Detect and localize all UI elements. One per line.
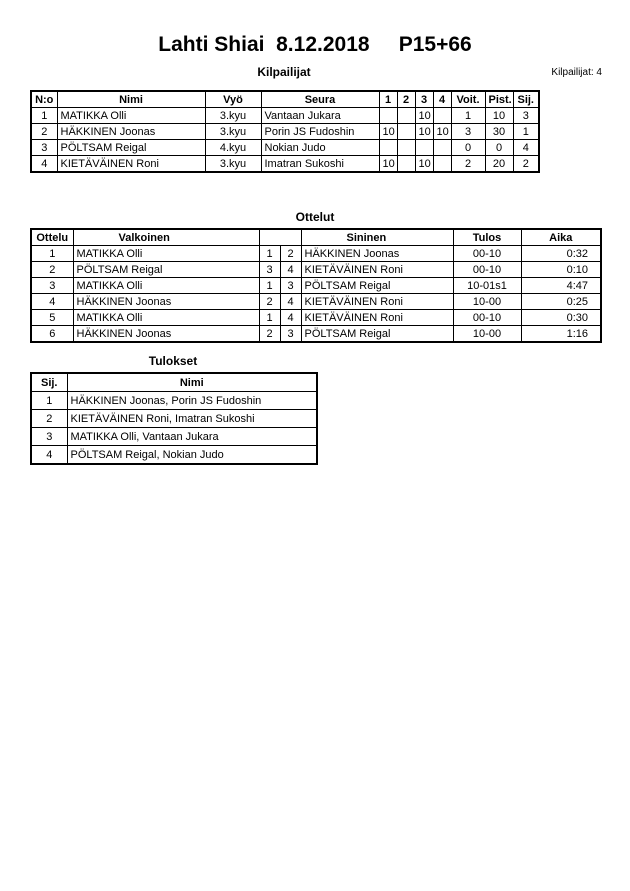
cell-round4 xyxy=(433,156,451,173)
cell-no: 2 xyxy=(31,124,57,140)
cell-seura: Nokian Judo xyxy=(261,140,379,156)
cell-nimi: PÖLTSAM Reigal xyxy=(57,140,205,156)
col-header-vyo: Vyö xyxy=(205,91,261,108)
cell-match-no: 6 xyxy=(31,326,73,343)
cell-round2 xyxy=(397,108,415,124)
cell-match-no: 3 xyxy=(31,278,73,294)
col-header-3: 3 xyxy=(415,91,433,108)
cell-white-no: 2 xyxy=(259,326,280,343)
cell-time: 0:32 xyxy=(521,246,601,262)
col-header-no: N:o xyxy=(31,91,57,108)
cell-nimi: MATIKKA Olli xyxy=(57,108,205,124)
cell-time: 1:16 xyxy=(521,326,601,343)
col-header-pist: Pist. xyxy=(485,91,513,108)
cell-round1: 10 xyxy=(379,156,397,173)
cell-blue-no: 4 xyxy=(280,294,301,310)
cell-time: 4:47 xyxy=(521,278,601,294)
col-header-sininen: Sininen xyxy=(301,229,453,246)
ottelut-header-row xyxy=(31,229,601,246)
cell-vyo: 3.kyu xyxy=(205,108,261,124)
col-header-aika: Aika xyxy=(521,229,601,246)
col-header-4: 4 xyxy=(433,91,451,108)
cell-time: 0:25 xyxy=(521,294,601,310)
col-header-sij: Sij. xyxy=(513,91,539,108)
cell-seura: Imatran Sukoshi xyxy=(261,156,379,173)
cell-no: 4 xyxy=(31,156,57,173)
cell-pist: 20 xyxy=(485,156,513,173)
col-header-2: 2 xyxy=(397,91,415,108)
cell-result: 00-10 xyxy=(453,310,521,326)
cell-blue-name: KIETÄVÄINEN Roni xyxy=(301,294,453,310)
cell-voit: 1 xyxy=(451,108,485,124)
cell-white-name: HÄKKINEN Joonas xyxy=(73,294,259,310)
cell-nimi: KIETÄVÄINEN Roni xyxy=(57,156,205,173)
table-row xyxy=(31,246,601,262)
cell-white-name: MATIKKA Olli xyxy=(73,246,259,262)
col-header-1: 1 xyxy=(379,91,397,108)
cell-place: 3 xyxy=(31,428,67,446)
tulokset-header-row xyxy=(31,373,317,392)
cell-name-club: HÄKKINEN Joonas, Porin JS Fudoshin xyxy=(67,392,317,410)
cell-round4: 10 xyxy=(433,124,451,140)
cell-voit: 2 xyxy=(451,156,485,173)
table-row xyxy=(31,310,601,326)
table-row xyxy=(31,278,601,294)
cell-vyo: 3.kyu xyxy=(205,124,261,140)
table-row xyxy=(31,428,317,446)
col-header-sij: Sij. xyxy=(31,373,67,392)
cell-result: 10-01s1 xyxy=(453,278,521,294)
table-row xyxy=(31,156,539,173)
tulokset-table xyxy=(30,372,318,465)
cell-voit: 0 xyxy=(451,140,485,156)
cell-white-name: MATIKKA Olli xyxy=(73,310,259,326)
cell-place: 2 xyxy=(31,410,67,428)
col-header-tulos: Tulos xyxy=(453,229,521,246)
kilpailijat-heading: Kilpailijat xyxy=(257,65,311,79)
kilpailijat-header-row xyxy=(31,91,539,108)
col-header-ottelu: Ottelu xyxy=(31,229,73,246)
col-header-seura: Seura xyxy=(261,91,379,108)
cell-vyo: 4.kyu xyxy=(205,140,261,156)
table-row xyxy=(31,108,539,124)
cell-blue-no: 2 xyxy=(280,246,301,262)
cell-match-no: 4 xyxy=(31,294,73,310)
cell-name-club: PÖLTSAM Reigal, Nokian Judo xyxy=(67,446,317,465)
cell-round3: 10 xyxy=(415,108,433,124)
cell-white-no: 1 xyxy=(259,246,280,262)
cell-no: 1 xyxy=(31,108,57,124)
cell-time: 0:30 xyxy=(521,310,601,326)
cell-vyo: 3.kyu xyxy=(205,156,261,173)
cell-pist: 10 xyxy=(485,108,513,124)
col-header-nimi: Nimi xyxy=(57,91,205,108)
cell-match-no: 1 xyxy=(31,246,73,262)
cell-sij: 4 xyxy=(513,140,539,156)
cell-name-club: KIETÄVÄINEN Roni, Imatran Sukoshi xyxy=(67,410,317,428)
cell-match-no: 2 xyxy=(31,262,73,278)
cell-white-no: 3 xyxy=(259,262,280,278)
cell-sij: 1 xyxy=(513,124,539,140)
cell-round2 xyxy=(397,156,415,173)
cell-result: 10-00 xyxy=(453,294,521,310)
kilpailijat-table xyxy=(30,90,540,173)
cell-pist: 0 xyxy=(485,140,513,156)
ottelut-heading: Ottelut xyxy=(295,210,335,224)
col-header-pair-numbers xyxy=(259,229,301,246)
cell-round4 xyxy=(433,108,451,124)
cell-blue-no: 4 xyxy=(280,262,301,278)
cell-place: 4 xyxy=(31,446,67,465)
tulokset-heading: Tulokset xyxy=(148,354,198,368)
cell-round2 xyxy=(397,124,415,140)
cell-result: 10-00 xyxy=(453,326,521,343)
cell-round1: 10 xyxy=(379,124,397,140)
cell-white-name: HÄKKINEN Joonas xyxy=(73,326,259,343)
cell-round4 xyxy=(433,140,451,156)
cell-voit: 3 xyxy=(451,124,485,140)
table-row xyxy=(31,446,317,465)
cell-place: 1 xyxy=(31,392,67,410)
cell-white-no: 2 xyxy=(259,294,280,310)
ottelut-table xyxy=(30,228,602,343)
cell-blue-name: KIETÄVÄINEN Roni xyxy=(301,310,453,326)
cell-white-no: 1 xyxy=(259,310,280,326)
cell-round2 xyxy=(397,140,415,156)
cell-no: 3 xyxy=(31,140,57,156)
cell-white-no: 1 xyxy=(259,278,280,294)
cell-white-name: PÖLTSAM Reigal xyxy=(73,262,259,278)
cell-blue-name: HÄKKINEN Joonas xyxy=(301,246,453,262)
cell-result: 00-10 xyxy=(453,246,521,262)
table-row xyxy=(31,392,317,410)
table-row xyxy=(31,124,539,140)
cell-blue-name: KIETÄVÄINEN Roni xyxy=(301,262,453,278)
cell-round3: 10 xyxy=(415,156,433,173)
cell-blue-no: 3 xyxy=(280,278,301,294)
col-header-nimi: Nimi xyxy=(67,373,317,392)
table-row xyxy=(31,326,601,343)
cell-round1 xyxy=(379,108,397,124)
cell-blue-no: 3 xyxy=(280,326,301,343)
cell-sij: 2 xyxy=(513,156,539,173)
cell-time: 0:10 xyxy=(521,262,601,278)
cell-blue-no: 4 xyxy=(280,310,301,326)
cell-seura: Porin JS Fudoshin xyxy=(261,124,379,140)
col-header-voit: Voit. xyxy=(451,91,485,108)
cell-blue-name: PÖLTSAM Reigal xyxy=(301,278,453,294)
cell-name-club: MATIKKA Olli, Vantaan Jukara xyxy=(67,428,317,446)
cell-blue-name: PÖLTSAM Reigal xyxy=(301,326,453,343)
cell-round3 xyxy=(415,140,433,156)
table-row xyxy=(31,410,317,428)
table-row xyxy=(31,262,601,278)
table-row xyxy=(31,294,601,310)
col-header-valkoinen: Valkoinen xyxy=(73,229,259,246)
cell-pist: 30 xyxy=(485,124,513,140)
cell-sij: 3 xyxy=(513,108,539,124)
competitors-count: Kilpailijat: 4 xyxy=(551,67,602,78)
cell-seura: Vantaan Jukara xyxy=(261,108,379,124)
cell-white-name: MATIKKA Olli xyxy=(73,278,259,294)
page-title: Lahti Shiai 8.12.2018 P15+66 xyxy=(158,33,472,56)
cell-nimi: HÄKKINEN Joonas xyxy=(57,124,205,140)
table-row xyxy=(31,140,539,156)
cell-round3: 10 xyxy=(415,124,433,140)
cell-match-no: 5 xyxy=(31,310,73,326)
cell-result: 00-10 xyxy=(453,262,521,278)
cell-round1 xyxy=(379,140,397,156)
